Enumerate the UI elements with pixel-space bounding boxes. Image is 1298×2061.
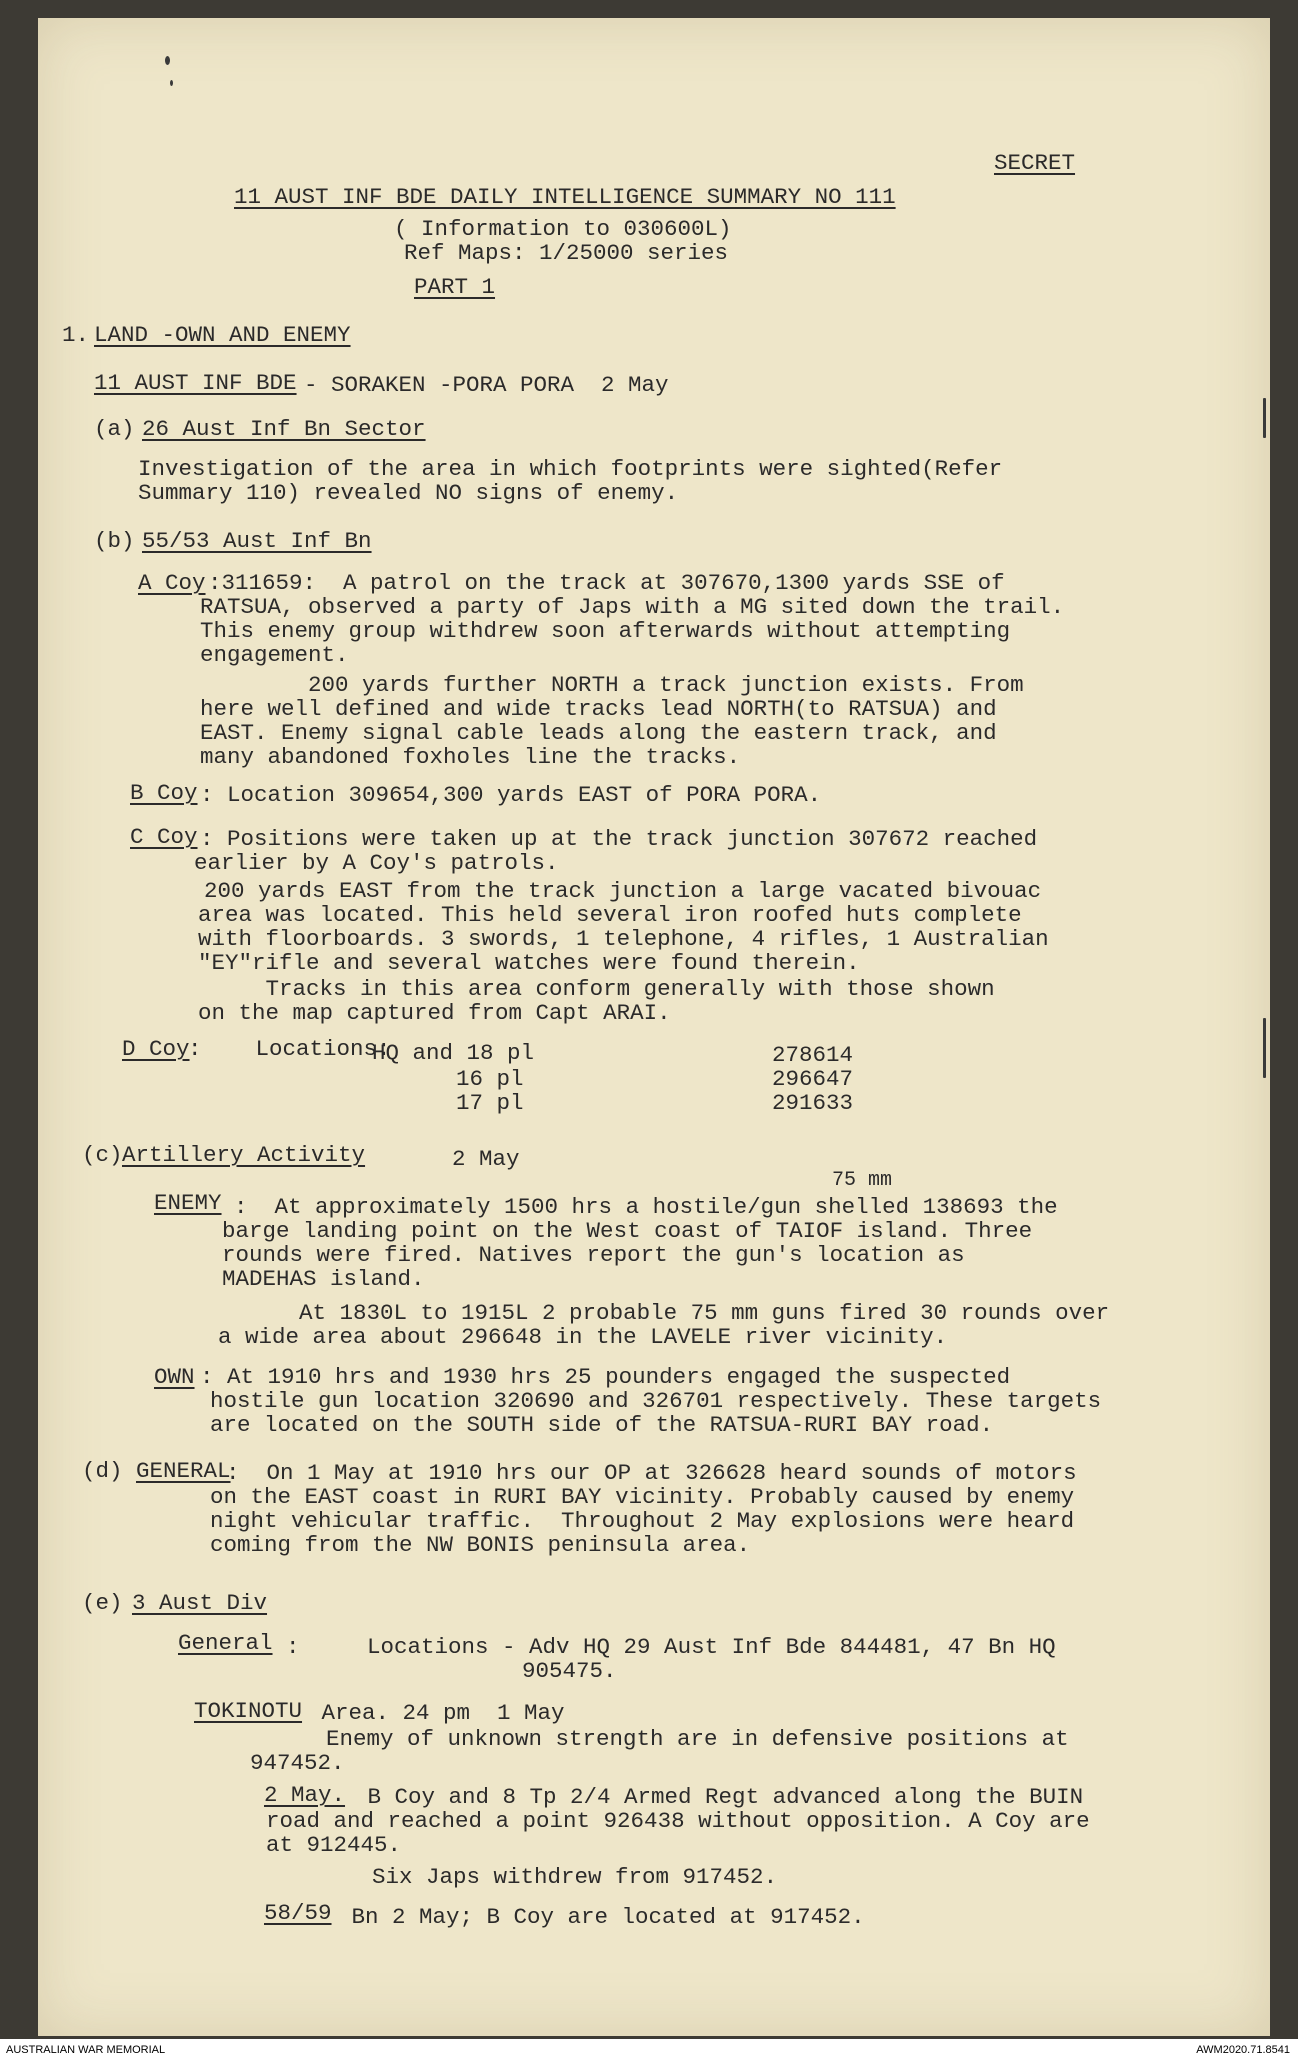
d-coy-label: D Coy	[122, 1036, 190, 1062]
paragraph-line: engagement.	[200, 642, 349, 668]
paragraph-line: 200 yards EAST from the track junction a large vacated bivouac	[204, 878, 1042, 904]
paragraph-line: EAST. Enemy signal cable leads along the eastern track, and	[200, 720, 997, 746]
paragraph-line: At 1830L to 1915L 2 probable 75 mm guns fired 30 rounds over	[218, 1300, 1110, 1326]
handwritten-insert: 75 mm	[832, 1169, 893, 1192]
location-unit: 16 pl	[456, 1066, 524, 1092]
footer-institution: AUSTRALIAN WAR MEMORIAL	[6, 2044, 166, 2056]
paragraph-line: : Location 309654,300 yards EAST of PORA PORA.	[200, 782, 822, 808]
location-unit: HQ and 18 pl	[372, 1040, 535, 1066]
paragraph-line: Bn 2 May; B Coy are located at 917452.	[338, 1904, 865, 1930]
paragraph-line: 947452.	[250, 1750, 345, 1776]
paragraph-line: on the EAST coast in RURI BAY vicinity. Probably caused by enemy	[210, 1484, 1075, 1510]
paragraph-line: coming from the NW BONIS peninsula area.	[210, 1532, 751, 1558]
own-label: OWN	[154, 1364, 195, 1390]
paragraph-line: RATSUA, observed a party of Japs with a MG sited down the trail.	[200, 594, 1065, 620]
brigade-heading: 11 AUST INF BDE	[94, 370, 297, 396]
location-unit: 17 pl	[456, 1090, 524, 1116]
ink-mark	[170, 80, 173, 86]
paragraph-line: : On 1 May at 1910 hrs our OP at 326628 heard sounds of motors	[226, 1460, 1077, 1486]
general-label: General	[178, 1630, 273, 1656]
paragraph-line: many abandoned foxholes line the tracks.	[200, 744, 741, 770]
paragraph-line: road and reached a point 926438 without opposition. A Coy are	[266, 1808, 1090, 1834]
document-title: 11 AUST INF BDE DAILY INTELLIGENCE SUMMARY NO 111	[234, 184, 896, 210]
paragraph-line: night vehicular traffic. Throughout 2 May explosions were heard	[210, 1508, 1075, 1534]
enemy-label: ENEMY	[154, 1190, 222, 1216]
footer-accession-number: AWM2020.71.8541	[1196, 2044, 1290, 2056]
paragraph-line: : At 1910 hrs and 1930 hrs 25 pounders engaged the suspected	[200, 1364, 1011, 1390]
location-ref: 278614	[772, 1042, 854, 1068]
ink-mark	[1263, 1018, 1266, 1078]
paragraph-line: a wide area about 296648 in the LAVELE river vicinity.	[218, 1324, 948, 1350]
section-title: LAND -OWN AND ENEMY	[94, 322, 351, 348]
paragraph-line: hostile gun location 320690 and 326701 respectively. These targets	[210, 1388, 1102, 1414]
subsection-e-title: 3 Aust Div	[132, 1590, 268, 1616]
subsection-b-label: (b)	[94, 528, 135, 554]
paragraph-line: :311659: A patrol on the track at 307670,1300 yards SSE of	[208, 570, 1005, 596]
paragraph-line: earlier by A Coy's patrols.	[194, 850, 559, 876]
paragraph-line: Investigation of the area in which footprints were sighted(Refer	[138, 456, 1003, 482]
section-number: 1.	[62, 322, 90, 348]
paragraph-line: This enemy group withdrew soon afterwards without attempting	[200, 618, 1011, 644]
paragraph-line: are located on the SOUTH side of the RATSUA-RURI BAY road.	[210, 1412, 994, 1438]
subsection-a-label: (a)	[94, 416, 135, 442]
archive-footer	[0, 2039, 1298, 2061]
paragraph-line: 905475.	[522, 1658, 617, 1684]
paragraph-line: on the map captured from Capt ARAI.	[198, 1000, 671, 1026]
secret-stamp: SECRET	[994, 150, 1076, 176]
paragraph-line: : At approximately 1500 hrs a hostile/gun shelled 138693 the	[234, 1194, 1058, 1220]
tokinotu-label: TOKINOTU	[194, 1698, 303, 1724]
subsection-c-label: (c)	[82, 1142, 123, 1168]
subsection-e-label: (e)	[82, 1590, 123, 1616]
paragraph-line: Summary 110) revealed NO signs of enemy.	[138, 480, 679, 506]
paragraph-line: B Coy and 8 Tp 2/4 Armed Regt advanced along the BUIN	[354, 1784, 1084, 1810]
paragraph-line: : Locations - Adv HQ 29 Aust Inf Bde 844481, 47 Bn HQ	[286, 1634, 1056, 1660]
paragraph-line: area was located. This held several iron roofed huts complete	[198, 902, 1022, 928]
document-page	[38, 18, 1270, 2036]
paragraph-line: MADEHAS island.	[222, 1266, 425, 1292]
paragraph-line: with floorboards. 3 swords, 1 telephone, 4 rifles, 1 Australian	[198, 926, 1049, 952]
subsection-a-title: 26 Aust Inf Bn Sector	[142, 416, 426, 442]
subsection-b-title: 55/53 Aust Inf Bn	[142, 528, 372, 554]
paragraph-line: : Positions were taken up at the track junction 307672 reached	[200, 826, 1038, 852]
may2-label: 2 May.	[264, 1782, 346, 1808]
subsection-d-title: GENERAL	[136, 1458, 231, 1484]
subsection-c-title: Artillery Activity	[122, 1142, 366, 1168]
location-ref: 291633	[772, 1090, 854, 1116]
paragraph-line: rounds were fired. Natives report the gun's location as	[222, 1242, 965, 1268]
paragraph-line: 200 yards further NORTH a track junction exists. From	[200, 672, 1024, 698]
paragraph-line: Enemy of unknown strength are in defensive positions at	[326, 1726, 1069, 1752]
paragraph-line: Six Japs withdrew from 917452.	[372, 1864, 778, 1890]
b-coy-label: B Coy	[130, 780, 198, 806]
paragraph-line: Tracks in this area conform generally with those shown	[198, 976, 995, 1002]
a-coy-label: A Coy	[138, 570, 206, 596]
ref-maps-line: Ref Maps: 1/25000 series	[404, 240, 729, 266]
ink-mark	[1263, 398, 1266, 438]
brigade-location: - SORAKEN -PORA PORA 2 May	[304, 372, 669, 398]
location-ref: 296647	[772, 1066, 854, 1092]
battalion-label: 58/59	[264, 1900, 332, 1926]
c-coy-label: C Coy	[130, 824, 198, 850]
subsection-d-label: (d)	[82, 1458, 123, 1484]
tokinotu-heading: Area. 24 pm 1 May	[308, 1700, 565, 1726]
information-line: ( Information to 030600L)	[394, 216, 732, 242]
paragraph-line: barge landing point on the West coast of TAIOF island. Three	[222, 1218, 1033, 1244]
paragraph-line: here well defined and wide tracks lead NORTH(to RATSUA) and	[200, 696, 997, 722]
ink-mark	[165, 56, 170, 65]
d-coy-locations-label: : Locations:	[188, 1036, 391, 1062]
paragraph-line: "EY"rifle and several watches were found therein.	[198, 950, 860, 976]
artillery-date: 2 May	[452, 1146, 520, 1172]
paragraph-line: at 912445.	[266, 1832, 402, 1858]
part-heading: PART 1	[414, 274, 496, 300]
